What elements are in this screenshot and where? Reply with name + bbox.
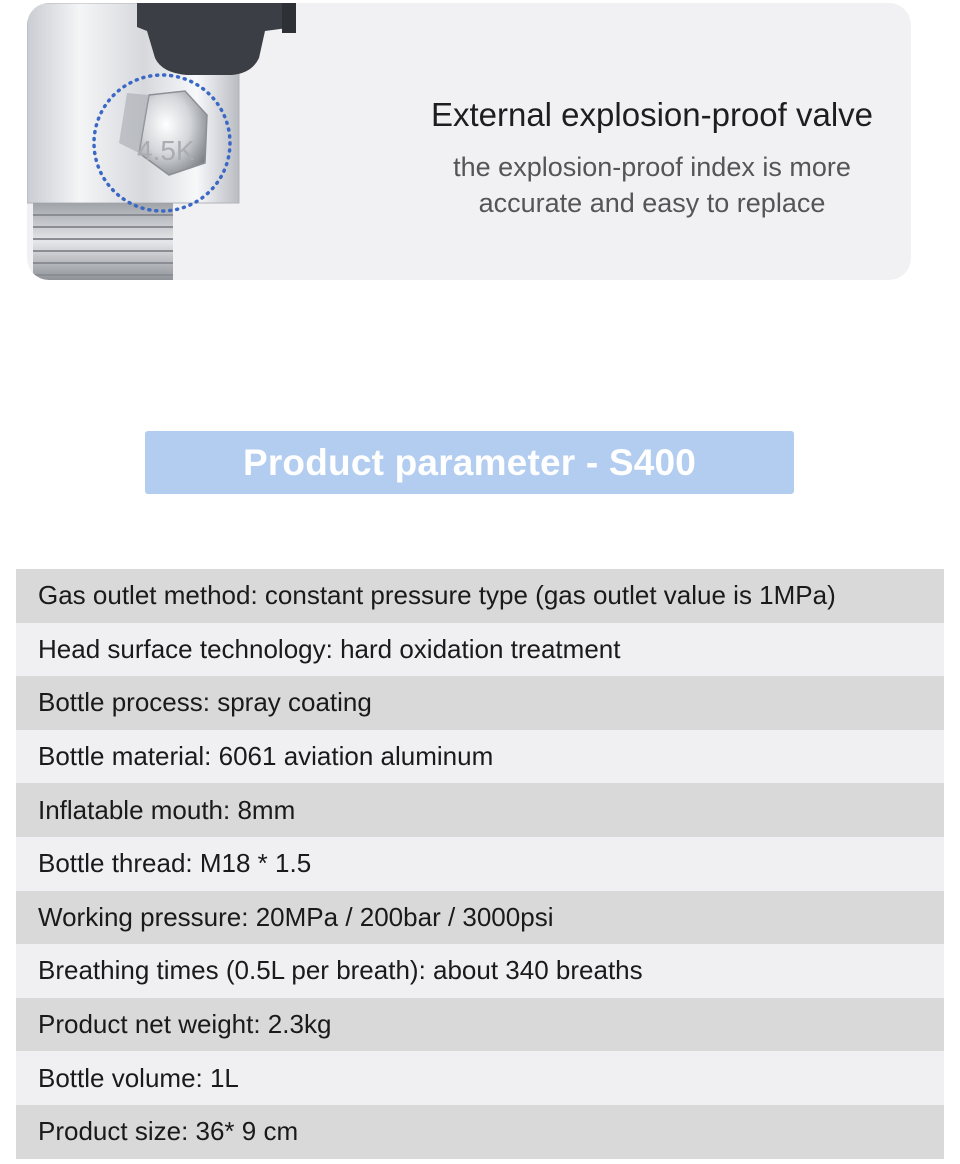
- spec-row: Bottle thread: M18 * 1.5: [16, 837, 944, 891]
- spec-row: Working pressure: 20MPa / 200bar / 3000psi: [16, 891, 944, 945]
- spec-row: Head surface technology: hard oxidation treatment: [16, 623, 944, 677]
- feature-text: [407, 93, 897, 221]
- spec-row: Bottle process: spray coating: [16, 676, 944, 730]
- valve-marking-text: 4.5K: [137, 135, 195, 166]
- feature-description: the explosion-proof index is more accurate and easy to replace: [453, 152, 851, 218]
- spec-row: Bottle volume: 1L: [16, 1051, 944, 1105]
- spec-row: Bottle material: 6061 aviation aluminum: [16, 730, 944, 784]
- valve-photo: [27, 3, 327, 280]
- banner-title: Product parameter - S400: [242, 441, 697, 483]
- spec-row: Inflatable mouth: 8mm: [16, 783, 944, 837]
- spec-table: [16, 569, 944, 1159]
- feature-card: [27, 3, 911, 280]
- spec-row: Gas outlet method: constant pressure type (gas outlet value is 1MPa): [16, 569, 944, 623]
- spec-row: Product size: 36* 9 cm: [16, 1105, 944, 1159]
- spec-row: Breathing times (0.5L per breath): about 340 breaths: [16, 944, 944, 998]
- spec-row: Product net weight: 2.3kg: [16, 998, 944, 1052]
- product-parameter-banner: [145, 431, 794, 494]
- feature-title: External explosion-proof valve: [430, 96, 874, 133]
